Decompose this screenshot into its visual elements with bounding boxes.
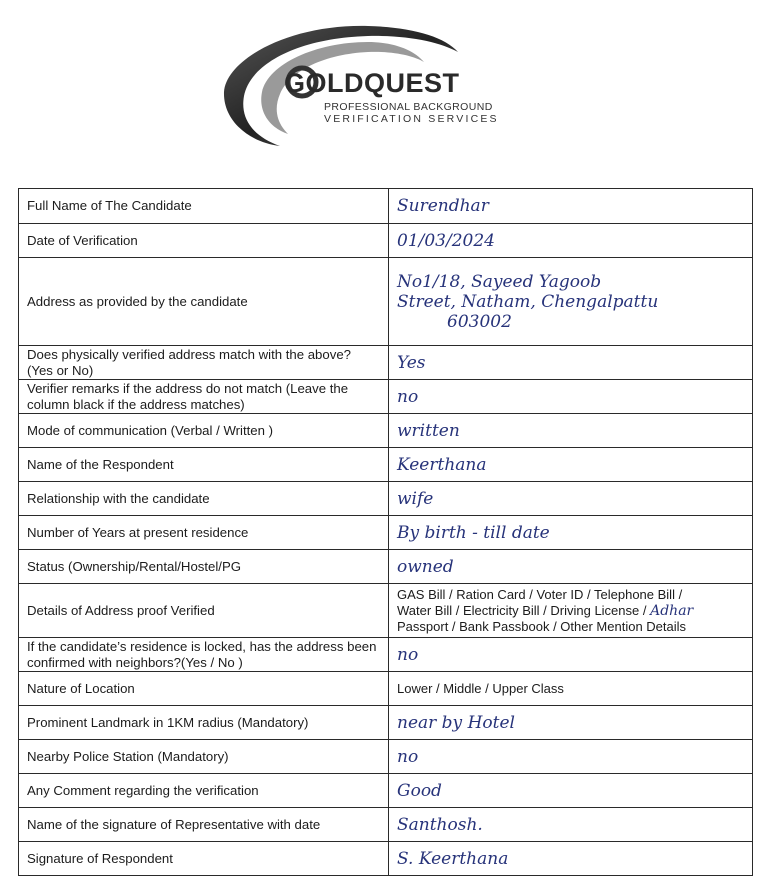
row-label: If the candidate’s residence is locked, has the address been confirmed with neighbors?(Yes / No ): [19, 638, 389, 672]
relationship-value: wife: [389, 482, 753, 516]
respondent-name-value: Keerthana: [389, 448, 753, 482]
row-label: Address as provided by the candidate: [19, 258, 389, 346]
row-label: Signature of Respondent: [19, 842, 389, 876]
row-label: Relationship with the candidate: [19, 482, 389, 516]
row-label: Nature of Location: [19, 672, 389, 706]
address-line-2: Street, Natham, Chengalpattu: [397, 291, 659, 312]
address-proof-line-2: Water Bill / Electricity Bill / Driving License / Adhar: [397, 602, 694, 619]
row-label: Full Name of The Candidate: [19, 189, 389, 224]
address-match-value: Yes: [389, 346, 753, 380]
verification-date-value: 01/03/2024: [389, 224, 753, 258]
table-row: [19, 842, 753, 876]
row-label: Status (Ownership/Rental/Hostel/PG: [19, 550, 389, 584]
location-nature-value: Lower / Middle / Upper Class: [389, 672, 753, 706]
table-row: [19, 638, 753, 672]
comment-value: Good: [389, 774, 753, 808]
logo-tagline-2: VERIFICATION SERVICES: [324, 113, 499, 125]
row-label: Nearby Police Station (Mandatory): [19, 740, 389, 774]
table-row: [19, 346, 753, 380]
candidate-name-value: Surendhar: [389, 189, 753, 224]
table-row: [19, 414, 753, 448]
landmark-value: near by Hotel: [389, 706, 753, 740]
table-row: [19, 584, 753, 638]
goldquest-logo: [218, 20, 538, 150]
logo-name: GOLDQUEST: [284, 68, 460, 98]
table-row: [19, 740, 753, 774]
table-row: [19, 516, 753, 550]
communication-mode-value: written: [389, 414, 753, 448]
row-label: Prominent Landmark in 1KM radius (Mandatory): [19, 706, 389, 740]
table-row: [19, 380, 753, 414]
row-label: Any Comment regarding the verification: [19, 774, 389, 808]
table-row: [19, 258, 753, 346]
row-label: Name of the signature of Representative with date: [19, 808, 389, 842]
table-row: [19, 189, 753, 224]
years-residence-value: By birth - till date: [389, 516, 753, 550]
address-line-1: No1/18, Sayeed Yagoob: [397, 271, 602, 292]
verifier-remarks-value: no: [389, 380, 753, 414]
police-station-value: no: [389, 740, 753, 774]
address-value: [389, 258, 753, 346]
table-row: [19, 482, 753, 516]
table-row: [19, 706, 753, 740]
ownership-status-value: owned: [389, 550, 753, 584]
neighbors-confirmed-value: no: [389, 638, 753, 672]
logo-tagline-1: PROFESSIONAL BACKGROUND: [324, 101, 493, 113]
representative-signature-value: Santhosh.: [389, 808, 753, 842]
table-row: [19, 808, 753, 842]
table-row: [19, 448, 753, 482]
table-row: [19, 224, 753, 258]
verification-form-table: [18, 188, 753, 876]
row-label: Number of Years at present residence: [19, 516, 389, 550]
row-label: Verifier remarks if the address do not match (Leave the column black if the address matches): [19, 380, 389, 414]
address-proof-line-3: Passport / Bank Passbook / Other Mention Details: [397, 618, 687, 634]
row-label: Name of the Respondent: [19, 448, 389, 482]
table-row: [19, 550, 753, 584]
address-proof-handwritten: Adhar: [650, 602, 694, 619]
address-line-3: 603002: [447, 311, 512, 332]
respondent-signature-value: S. Keerthana: [389, 842, 753, 876]
row-label: Details of Address proof Verified: [19, 584, 389, 638]
row-label: Date of Verification: [19, 224, 389, 258]
address-proof-options: [389, 584, 753, 638]
row-label: Mode of communication (Verbal / Written ): [19, 414, 389, 448]
address-proof-line-1: GAS Bill / Ration Card / Voter ID / Telephone Bill /: [397, 586, 683, 602]
row-label: Does physically verified address match with the above? (Yes or No): [19, 346, 389, 380]
table-row: [19, 774, 753, 808]
table-row: [19, 672, 753, 706]
